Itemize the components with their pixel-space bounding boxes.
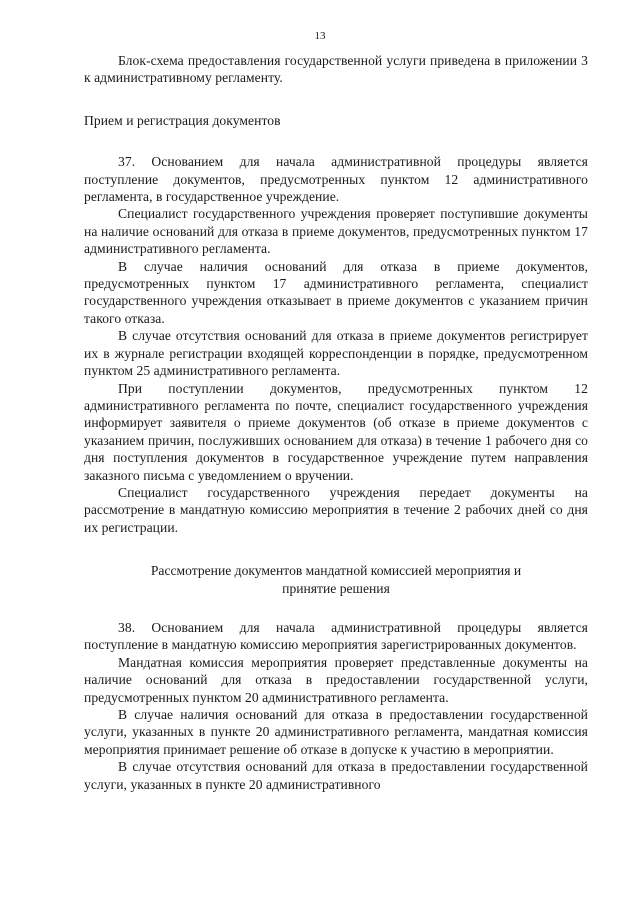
paragraph-no-refusal-grounds: В случае отсутствия оснований для отказа в предоставлении государственной услуги, указанных в пункте 20 административного bbox=[84, 759, 588, 792]
document-body bbox=[84, 52, 588, 793]
paragraph-38: 38. Основанием для начала административной процедуры является поступление в мандатную комиссию мероприятия зарегистрированных документов. bbox=[84, 619, 588, 653]
paragraph-mail-receipt: При поступлении документов, предусмотренных пунктом 12 административного регламента по почте, специалист государственного учреждения информирует заявителя о приеме документов (об отказе в приеме документов с указанием причин, послуживших основанием для отказа) в течение 1 рабочего дня со дня поступления документов в государственное учреждение путем направления заказного письма с уведомлением о вручении. bbox=[84, 380, 588, 483]
paragraph-registration: В случае отсутствия оснований для отказа в приеме документов регистрирует их в журнале регистрации входящей корреспонденции в порядке, предусмотренном пунктом 25 административного регламента. bbox=[84, 328, 588, 379]
paragraph-refusal-grounds: В случае наличия оснований для отказа в приеме документов, предусмотренных пунктом 17 административного регламента, специалист государственного учреждения отказывает в приеме документов с указанием причин такого отказа. bbox=[84, 258, 588, 326]
section-heading-review bbox=[84, 562, 588, 597]
paragraph-37: 37. Основанием для начала административной процедуры является поступление документов, предусмотренных пунктом 12 административного регламента, в государственное учреждение. bbox=[84, 154, 588, 205]
paragraph-commission-checks: Мандатная комиссия мероприятия проверяет представленные документы на наличие оснований для отказа в предоставлении государственной услуги, предусмотренных пунктом 20 административного регламента. bbox=[84, 654, 588, 705]
paragraph-commission-refusal: В случае наличия оснований для отказа в предоставлении государственной услуги, указанных в пункте 20 административного регламента, мандатная комиссия мероприятия принимает решение об отказе в допуске к участию в мероприятии. bbox=[84, 707, 588, 757]
page-number: 13 bbox=[314, 30, 326, 42]
section-heading-review-line-2: принятие решения bbox=[282, 580, 390, 596]
section-heading-review-line-1: Рассмотрение документов мандатной комиссией мероприятия и bbox=[150, 563, 522, 579]
section-heading-reception: Прием и регистрация документов bbox=[84, 112, 281, 128]
paragraph-transfer-to-commission: Специалист государственного учреждения передает документы на рассмотрение в мандатную комиссию мероприятия в течение 2 рабочих дней со дня их регистрации. bbox=[84, 484, 588, 535]
intro-paragraph: Блок-схема предоставления государственной услуги приведена в приложении 3 к административному регламенту. bbox=[84, 53, 588, 86]
paragraph-specialist-checks: Специалист государственного учреждения проверяет поступившие документы на наличие оснований для отказа в приеме документов, предусмотренных пунктом 17 административного регламента. bbox=[84, 206, 588, 257]
